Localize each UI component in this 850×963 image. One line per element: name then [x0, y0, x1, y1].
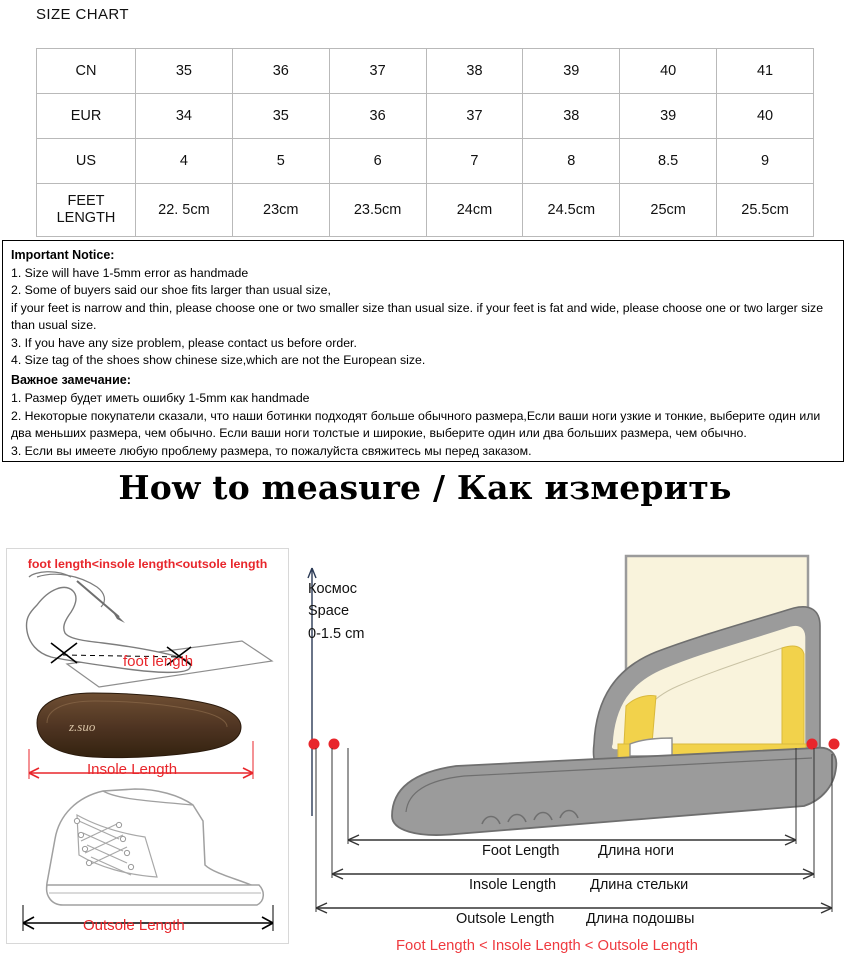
cell: 23cm	[232, 184, 329, 237]
cell: 25cm	[620, 184, 717, 237]
size-table	[36, 48, 814, 237]
cell: 36	[232, 49, 329, 94]
marker-dot-right-inner	[807, 739, 818, 750]
cell: 37	[329, 49, 426, 94]
cell: 7	[426, 139, 523, 184]
outsole-length-arrow	[316, 903, 832, 913]
row-header-line2: LENGTH	[56, 210, 116, 226]
foot-length-arrow	[348, 835, 796, 845]
cell: 8	[523, 139, 620, 184]
notice-line-en-4: 3. If you have any size problem, please contact us before order.	[11, 335, 357, 350]
space-label-en: Space	[308, 603, 350, 619]
row-header-us: US	[37, 139, 136, 184]
row-header-feet-length	[37, 184, 136, 237]
notice-heading-en: Important Notice:	[11, 248, 115, 262]
insole-brand-text: z.suo	[69, 719, 96, 734]
foot-insole-outsole-caption: foot length<insole length<outsole length	[27, 557, 268, 571]
cell: 36	[329, 94, 426, 139]
cell: 35	[136, 49, 233, 94]
measurement-illustrations-left	[6, 548, 289, 944]
shoe-section-illustration-icon	[296, 548, 846, 958]
notice-heading-ru: Важное замечание:	[11, 373, 131, 388]
notice-line-en-2: 2. Some of buyers said our shoe fits larger than usual size,	[11, 283, 331, 298]
dim-insole-length-ru: Длина стельки	[590, 877, 689, 893]
cell: 39	[620, 94, 717, 139]
cell: 23.5cm	[329, 184, 426, 237]
row-header-cn: CN	[37, 49, 136, 94]
cell: 39	[523, 49, 620, 94]
notice-line-ru-2: 2. Некоторые покупатели сказали, что наши ботинки подходят больше обычного размера,Если ваши ноги узкие и тонкие, выберите один или два меньших размера, чем обычно. Если ваши ноги толстые и широкие, выберите один или два больших размера, чем обычно.	[11, 408, 821, 441]
cell: 40	[620, 49, 717, 94]
notice-line-ru-3: 3. Если вы имеете любую проблему размера, то пожалуйста свяжитесь мы перед заказом.	[11, 443, 532, 458]
cell: 25.5cm	[717, 184, 814, 237]
page-title: SIZE CHART	[36, 6, 129, 23]
outsole-length-label: Outsole Length	[83, 917, 185, 934]
dim-foot-length-en: Foot Length	[482, 843, 560, 859]
marker-dot-right-outer	[829, 739, 840, 750]
space-label-ru: Космос	[308, 581, 358, 597]
cell: 40	[717, 94, 814, 139]
notice-line-ru-1: 1. Размер будет иметь ошибку 1-5mm как handmade	[11, 391, 310, 406]
foot-length-label: foot length	[123, 653, 194, 670]
notice-line-en-3: if your feet is narrow and thin, please choose one or two smaller size than usual size. if your feet is fat and wide, please choose one or two larger size than usual size.	[11, 300, 824, 333]
table-row	[37, 49, 814, 94]
cell: 22. 5cm	[136, 184, 233, 237]
marker-dot-left-inner	[329, 739, 340, 750]
how-to-measure-heading: How to measure / Как измерить	[118, 468, 732, 507]
table-row	[37, 139, 814, 184]
cell: 8.5	[620, 139, 717, 184]
cell: 6	[329, 139, 426, 184]
dim-outsole-length-en: Outsole Length	[456, 911, 555, 927]
table-row	[37, 94, 814, 139]
cell: 34	[136, 94, 233, 139]
important-notice-box	[2, 240, 844, 462]
cell: 24.5cm	[523, 184, 620, 237]
cell: 24cm	[426, 184, 523, 237]
cell: 4	[136, 139, 233, 184]
cell: 37	[426, 94, 523, 139]
table-row	[37, 184, 814, 237]
insole-length-arrow	[332, 869, 814, 879]
space-value: 0-1.5 cm	[308, 626, 365, 642]
shoe-cross-section-diagram	[296, 548, 846, 958]
marker-dot-left-outer	[309, 739, 320, 750]
comparison-footer-text: Foot Length < Insole Length < Outsole Length	[396, 938, 698, 954]
row-header-line1: FEET	[67, 193, 105, 210]
cell: 38	[426, 49, 523, 94]
insole-length-label: Insole Length	[87, 761, 178, 778]
notice-line-en-1: 1. Size will have 1-5mm error as handmade	[11, 266, 249, 280]
cell: 41	[717, 49, 814, 94]
row-header-eur: EUR	[37, 94, 136, 139]
cell: 9	[717, 139, 814, 184]
dim-outsole-length-ru: Длина подошвы	[586, 911, 695, 927]
cell: 35	[232, 94, 329, 139]
cell: 5	[232, 139, 329, 184]
cell: 38	[523, 94, 620, 139]
notice-line-en-5: 4. Size tag of the shoes show chinese size,which are not the European size.	[11, 353, 426, 368]
dim-foot-length-ru: Длина ноги	[598, 843, 674, 859]
dim-insole-length-en: Insole Length	[469, 877, 557, 893]
